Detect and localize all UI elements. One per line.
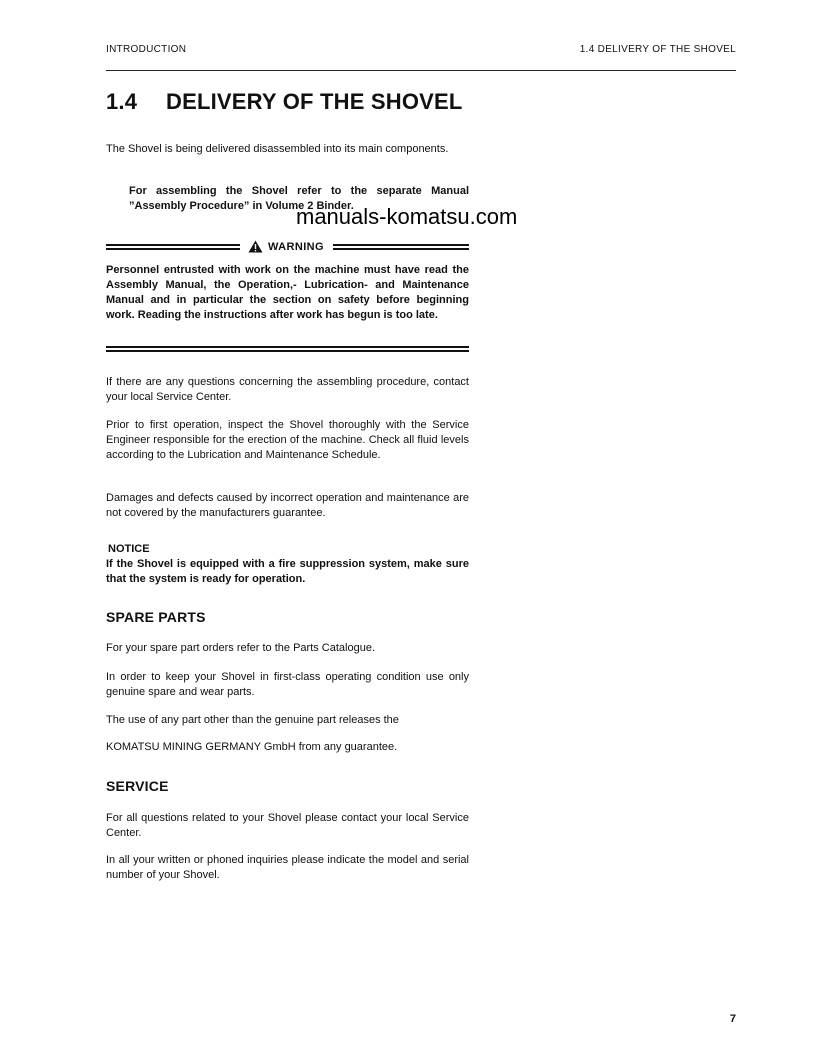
page-number: 7 — [729, 1013, 736, 1025]
spare-parts-p2: In order to keep your Shovel in first-class operating condition use only genuine spare and wear parts. — [106, 671, 469, 698]
notice-text: If the Shovel is equipped with a fire suppression system, make sure that the system is ready for operation. — [106, 558, 469, 585]
spare-parts-p1: For your spare part orders refer to the Parts Catalogue. — [106, 642, 376, 654]
spare-parts-p3: The use of any part other than the genuine part releases the — [106, 714, 399, 726]
warning-rule-right — [333, 244, 469, 250]
notice-label: NOTICE — [108, 543, 150, 555]
service-heading: SERVICE — [106, 778, 169, 794]
watermark: manuals-komatsu.com — [296, 204, 518, 229]
questions-paragraph: If there are any questions concerning the assembling procedure, contact your local Service Center. — [106, 376, 469, 403]
spare-parts-heading: SPARE PARTS — [106, 609, 206, 625]
assembly-note: For assembling the Shovel refer to the separate Manual ”Assembly Procedure” in Volume 2 Binder. — [129, 185, 469, 212]
warning-rule-left — [106, 244, 240, 250]
warning-text: Personnel entrusted with work on the machine must have read the Assembly Manual, the Operation,- Lubrication- and Maintenance Manual and in particular the section on safety before beginning work. Reading the instructions after work has begun is too late. — [106, 264, 469, 321]
warning-label-text: WARNING — [268, 240, 324, 253]
header-rule — [106, 70, 736, 71]
running-header-left: INTRODUCTION — [106, 44, 187, 55]
running-header-right: 1.4 DELIVERY OF THE SHOVEL — [579, 44, 736, 55]
service-p2: In all your written or phoned inquiries please indicate the model and serial number of your Shovel. — [106, 854, 469, 881]
section-number: 1.4 — [106, 89, 138, 114]
warning-triangle-icon — [248, 240, 263, 253]
warning-bottom-rule — [106, 346, 469, 352]
warning-label — [248, 240, 324, 253]
spare-parts-p4: KOMATSU MINING GERMANY GmbH from any guarantee. — [106, 741, 398, 753]
section-title: DELIVERY OF THE SHOVEL — [166, 89, 463, 114]
intro-paragraph: The Shovel is being delivered disassembled into its main components. — [106, 143, 449, 155]
warning-header — [106, 240, 469, 256]
page-title — [106, 89, 463, 115]
service-p1: For all questions related to your Shovel please contact your local Service Center. — [106, 812, 469, 839]
damages-paragraph: Damages and defects caused by incorrect operation and maintenance are not covered by the manufacturers guarantee. — [106, 492, 469, 519]
inspection-paragraph: Prior to first operation, inspect the Shovel thoroughly with the Service Engineer responsible for the erection of the machine. Check all fluid levels according to the Lubrication and Maintenance Schedule. — [106, 419, 469, 461]
